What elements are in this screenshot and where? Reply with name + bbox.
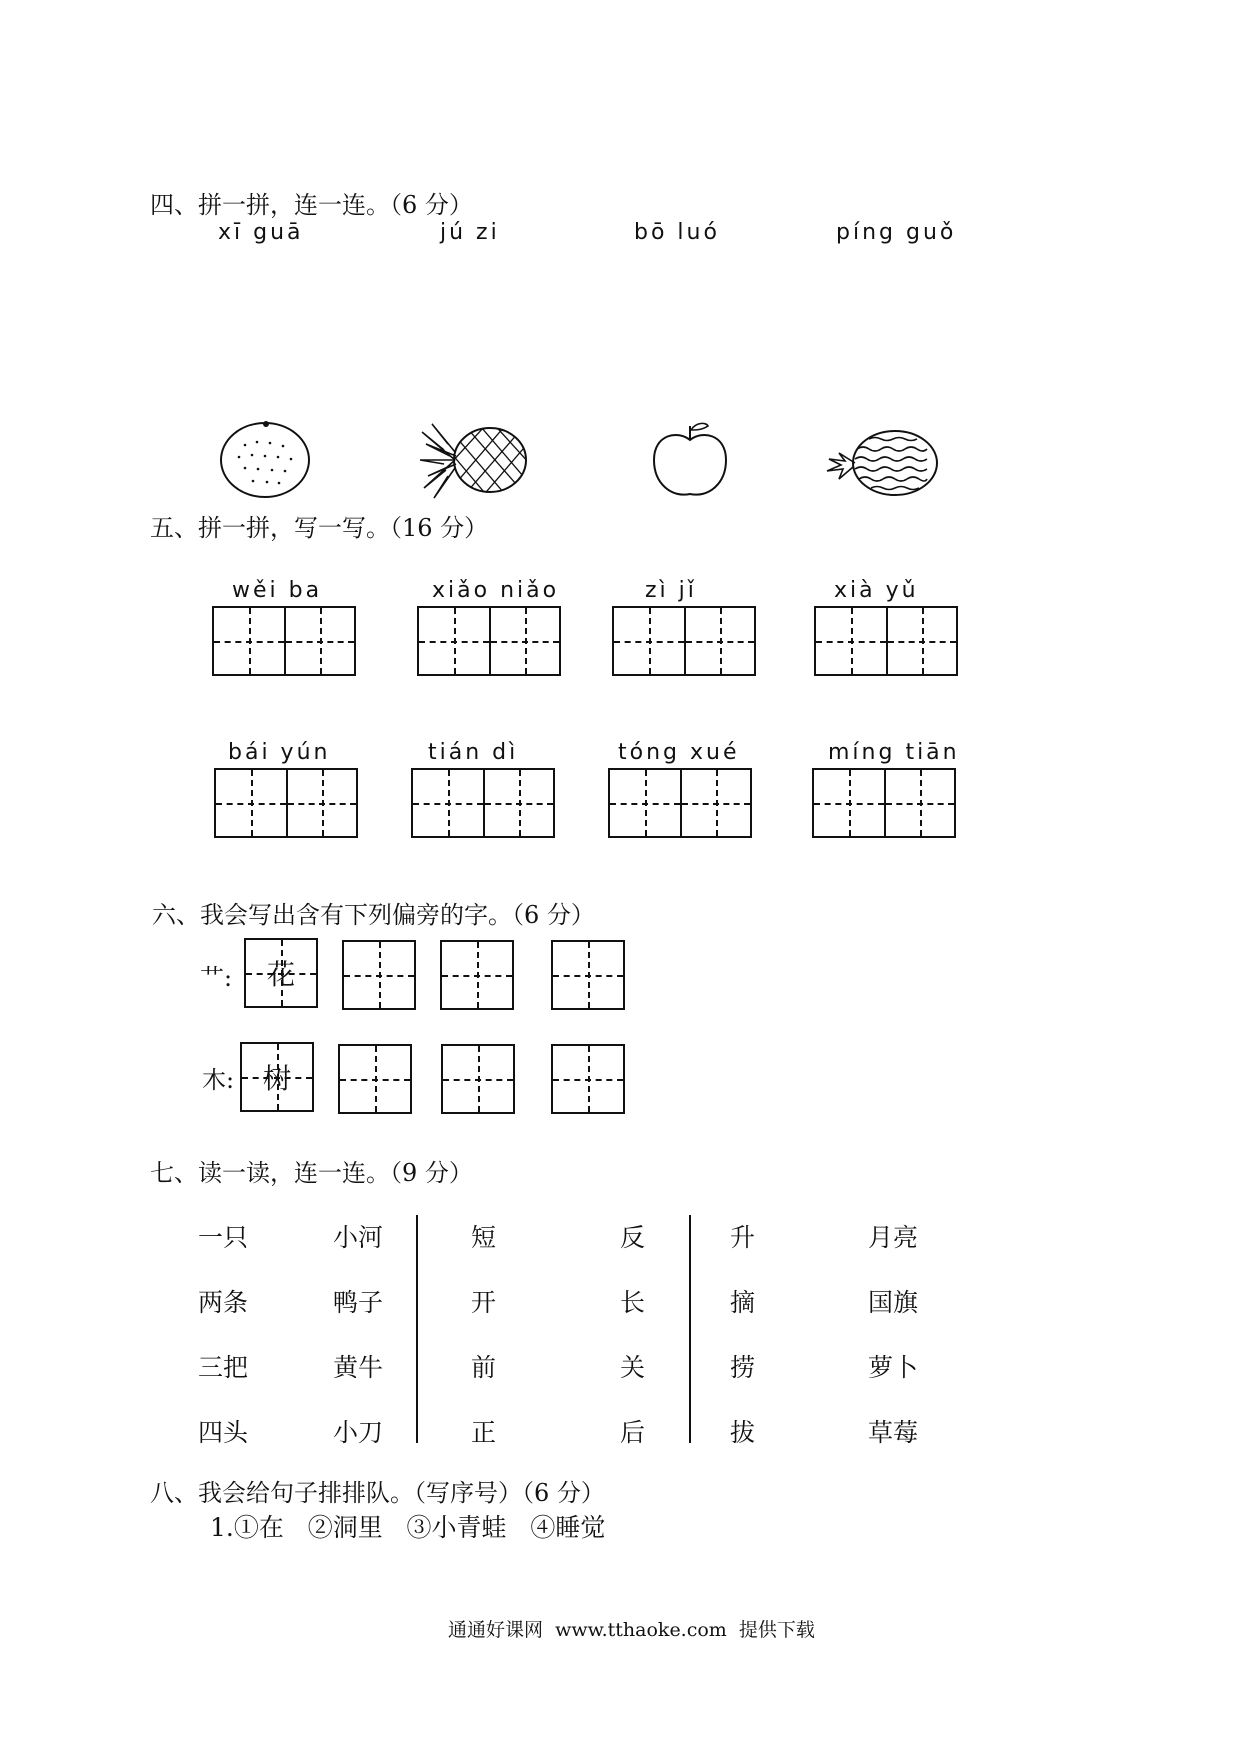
writing-box-weiba[interactable]	[212, 606, 356, 676]
word-item: 反	[620, 1223, 646, 1252]
pinyin-tiandi: tián dì	[428, 740, 519, 765]
example-box-hua	[244, 938, 318, 1008]
word-item: 国旗	[868, 1288, 919, 1317]
pineapple-icon	[420, 420, 530, 500]
word-item: 短	[471, 1223, 497, 1252]
word-item: 前	[471, 1353, 497, 1382]
pinyin-weiba: wěi ba	[232, 578, 323, 603]
pinyin-pingguo: píng guǒ	[836, 220, 957, 245]
pinyin-juzi: jú zi	[440, 220, 500, 245]
writing-box-tiandi[interactable]	[411, 768, 555, 838]
writing-box-tongxue[interactable]	[608, 768, 752, 838]
orange-icon	[215, 415, 315, 500]
pinyin-ziji: zì jǐ	[645, 578, 697, 603]
radical-cao-box-3[interactable]	[551, 940, 625, 1010]
radical-mu-box-1[interactable]	[338, 1044, 412, 1114]
section7-title: 七、读一读，连一连。（9 分）	[150, 1159, 473, 1187]
radical-cao: 艹:	[200, 964, 233, 992]
word-item: 长	[620, 1288, 646, 1317]
sentence-order-item-1: 1.①在 ②洞里 ③小青蛙 ④睡觉	[210, 1513, 606, 1542]
word-item: 升	[730, 1223, 756, 1252]
writing-box-baiyun[interactable]	[214, 768, 358, 838]
example-char-hua: 花	[266, 958, 295, 991]
radical-mu-box-2[interactable]	[441, 1044, 515, 1114]
radical-mu: 木:	[202, 1066, 235, 1094]
word-item: 后	[620, 1418, 646, 1447]
pinyin-tongxue: tóng xué	[618, 740, 740, 765]
word-item: 月亮	[868, 1223, 919, 1252]
pinyin-xiayu: xià yǔ	[834, 578, 919, 603]
word-item: 小刀	[333, 1418, 384, 1447]
word-item: 一只	[198, 1223, 249, 1252]
writing-box-xiaoniao[interactable]	[417, 606, 561, 676]
writing-box-xiayu[interactable]	[814, 606, 958, 676]
pinyin-boluo: bō luó	[634, 220, 720, 245]
word-item: 小河	[333, 1223, 384, 1252]
word-item: 草莓	[868, 1418, 919, 1447]
word-item: 四头	[198, 1418, 249, 1447]
example-box-shu	[240, 1042, 314, 1112]
word-item: 鸭子	[333, 1288, 384, 1317]
radical-mu-box-3[interactable]	[551, 1044, 625, 1114]
apple-icon	[648, 420, 733, 500]
word-item: 拔	[730, 1418, 756, 1447]
word-item: 萝卜	[868, 1353, 919, 1382]
footer-source: 通通好课网 www.tthaoke.com 提供下载	[448, 1619, 815, 1641]
word-item: 摘	[730, 1288, 756, 1317]
writing-box-ziji[interactable]	[612, 606, 756, 676]
pinyin-mingtian: míng tiān	[828, 740, 960, 765]
section4-title: 四、拼一拼，连一连。（6 分）	[150, 191, 473, 219]
example-char-shu: 树	[262, 1062, 291, 1095]
word-item: 捞	[730, 1353, 756, 1382]
radical-cao-box-1[interactable]	[342, 940, 416, 1010]
pinyin-xiaoniao: xiǎo niǎo	[432, 578, 560, 603]
word-item: 关	[620, 1353, 646, 1382]
section8-title: 八、我会给句子排排队。（写序号）（6 分）	[150, 1479, 605, 1507]
section5-title: 五、拼一拼，写一写。（16 分）	[150, 514, 489, 542]
writing-box-mingtian[interactable]	[812, 768, 956, 838]
watermelon-icon	[825, 425, 940, 500]
word-item: 开	[471, 1288, 497, 1317]
word-item: 正	[471, 1418, 497, 1447]
word-item: 两条	[198, 1288, 249, 1317]
section6-title: 六、我会写出含有下列偏旁的字。（6 分）	[152, 901, 595, 929]
pinyin-baiyun: bái yún	[228, 740, 331, 765]
column-divider	[689, 1215, 691, 1443]
column-divider	[416, 1215, 418, 1443]
radical-cao-box-2[interactable]	[440, 940, 514, 1010]
word-item: 黄牛	[333, 1353, 384, 1382]
word-item: 三把	[198, 1353, 249, 1382]
pinyin-xigua: xī guā	[218, 220, 304, 245]
